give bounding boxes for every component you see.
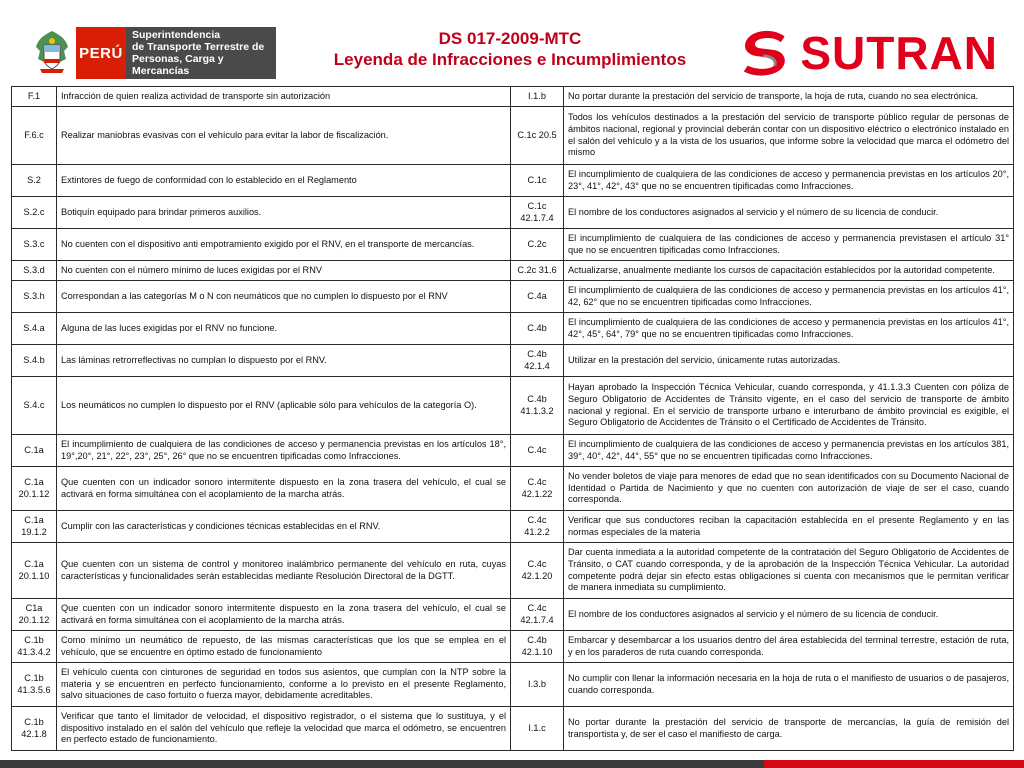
table-row (12, 663, 1014, 707)
institution-name (126, 27, 276, 79)
incumplimiento-description: El nombre de los conductores asignados al servicio y el número de su licencia de conducir. (564, 599, 1014, 631)
incumplimiento-description: No portar durante la prestación del servicio de transporte de mercancías, la guía de remisión del transportista y, de ser el caso el manifiesto de carga. (564, 707, 1014, 751)
footer-dark-strip (0, 760, 764, 768)
infractions-table (11, 86, 1014, 751)
incumplimiento-code: C.4c (511, 435, 564, 467)
infraction-code: C.1a (12, 435, 57, 467)
sutran-wordmark: SUTRAN (800, 27, 998, 79)
infraction-description: El vehículo cuenta con cinturones de seguridad en todos sus asientos, que cumplan con la NTP sobre la materia y se encuentren en perfecto funcionamiento, conforme a lo previsto en el presente Reglamento, salvo situaciones de caso fortuito o fuerza mayor, debidamente acreditables. (57, 663, 511, 707)
infraction-description: Verificar que tanto el limitador de velocidad, el dispositivo registrador, o el sistema que lo sustituya, y el dispositivo instalado en el salón del vehículo que refleje la velocidad que marca el odómetro, se encuentren en perfecto estado de funcionamiento. (57, 707, 511, 751)
table-row (12, 107, 1014, 165)
infraction-code: C.1b 41.3.5.6 (12, 663, 57, 707)
incumplimiento-description: Dar cuenta inmediata a la autoridad competente de la contratación del Seguro Obligatorio de Accidentes de Tránsito, o CAT cuando corresponda, y de la aprobación de la Inspección Técnica Vehicular. La autoridad competente podrá dejar sin efecto estas obligaciones si cuenta con mecanismos que le permitan verificar de manera inmediata su cumplimiento. (564, 543, 1014, 599)
sutran-swoosh-icon (738, 26, 792, 80)
incumplimiento-code: C.1c (511, 165, 564, 197)
table-row (12, 197, 1014, 229)
page-title (290, 28, 730, 70)
incumplimiento-description: Verificar que sus conductores reciban la capacitación establecida en el presente Reglamento y en las normas especiales de la materia (564, 511, 1014, 543)
incumplimiento-code: C.1c 20.5 (511, 107, 564, 165)
table-row (12, 511, 1014, 543)
infractions-table-wrap (11, 86, 1013, 751)
sutran-logo (738, 26, 998, 80)
infraction-code: S.4.b (12, 345, 57, 377)
incumplimiento-description: No vender boletos de viaje para menores de edad que no sean identificados con su Documento Nacional de Identidad o Partida de Nacimiento y que no cuenten con autorización de viaje de ser el caso, cuando corresponda. (564, 467, 1014, 511)
infraction-description: Infracción de quien realiza actividad de transporte sin autorización (57, 87, 511, 107)
infraction-description: Que cuenten con un sistema de control y monitoreo inalámbrico permanente del vehículo en ruta, cuyas características y funcionalidades serán establecidas mediante Resolución Directoral de la DGTT. (57, 543, 511, 599)
incumplimiento-description: El incumplimiento de cualquiera de las condiciones de acceso y permanencia previstas en los artículos 41°, 42°, 45°, 64°, 79° que no se encuentren tipificadas como Infracciones. (564, 313, 1014, 345)
table-row (12, 435, 1014, 467)
incumplimiento-description: El incumplimiento de cualquiera de las condiciones de acceso y permanencia previstas en los artículos 41°, 42, 62° que no se encuentren tipificadas como Infracciones. (564, 281, 1014, 313)
infraction-code: F.1 (12, 87, 57, 107)
table-row (12, 467, 1014, 511)
infraction-code: C.1a 20.1.10 (12, 543, 57, 599)
infraction-description: Los neumáticos no cumplen lo dispuesto por el RNV (aplicable sólo para vehículos de la categoría O). (57, 377, 511, 435)
coat-of-arms-icon (32, 29, 72, 77)
title-line-1: DS 017-2009-MTC (438, 29, 582, 48)
infraction-code: S.4.c (12, 377, 57, 435)
infraction-description: Cumplir con las características y condiciones técnicas establecidas en el RNV. (57, 511, 511, 543)
infraction-description: No cuenten con el dispositivo anti empotramiento exigido por el RNV, en el transporte de mercancías. (57, 229, 511, 261)
table-row (12, 543, 1014, 599)
infraction-description: Como mínimo un neumático de repuesto, de las mismas características que los que se emplea en el vehículo, que se encuentre en óptimo estado de funcionamiento (57, 631, 511, 663)
infraction-code: C.1a 19.1.2 (12, 511, 57, 543)
infraction-code: C.1b 42.1.8 (12, 707, 57, 751)
incumplimiento-code: C.1c 42.1.7.4 (511, 197, 564, 229)
table-row (12, 707, 1014, 751)
infraction-description: Realizar maniobras evasivas con el vehículo para evitar la labor de fiscalización. (57, 107, 511, 165)
incumplimiento-description: No portar durante la prestación del servicio de transporte, la hoja de ruta, cuando no sea electrónica. (564, 87, 1014, 107)
incumplimiento-code: I.1.c (511, 707, 564, 751)
infraction-description: Alguna de las luces exigidas por el RNV no funcione. (57, 313, 511, 345)
incumplimiento-description: El incumplimiento de cualquiera de las condiciones de acceso y permanencia previstas en los artículos 20°, 23°, 41°, 42°, 43° que no se encuentren tipificadas como Infracciones. (564, 165, 1014, 197)
incumplimiento-code: C.2c 31.6 (511, 261, 564, 281)
incumplimiento-code: C.4a (511, 281, 564, 313)
incumplimiento-description: El incumplimiento de cualquiera de las condiciones de acceso y permanencia previstasen el artículo 31° que no se encuentren tipificadas como Infracciones. (564, 229, 1014, 261)
footer-red-strip (764, 760, 1024, 768)
infraction-description: Que cuenten con un indicador sonoro intermitente dispuesto en la zona trasera del vehículo, el cual se activará en forma simultánea con el acoplamiento de la marcha atrás. (57, 467, 511, 511)
table-row (12, 631, 1014, 663)
footer-bar (0, 760, 1024, 768)
infraction-code: S.3.d (12, 261, 57, 281)
institution-line-3: Personas, Carga y Mercancías (132, 53, 224, 77)
infraction-code: S.2 (12, 165, 57, 197)
infraction-code: S.3.c (12, 229, 57, 261)
peru-label: PERÚ (76, 27, 126, 79)
infraction-code: C.1a 20.1.12 (12, 467, 57, 511)
incumplimiento-description: Hayan aprobado la Inspección Técnica Vehicular, cuando corresponda, y 41.1.3.3 Cuenten con póliza de Seguro Obligatorio de Accidentes de Tránsito vigente, en el caso del servicio de transporte de ámbito nacional y regional. En el servicio de transporte urbano e interurbano de ámbito provincial es exigible, el Seguro Obligatorio de Accidentes de Tránsito o el Certificado de Accidentes de Tránsito. (564, 377, 1014, 435)
table-row (12, 599, 1014, 631)
table-row (12, 313, 1014, 345)
table-row (12, 377, 1014, 435)
incumplimiento-code: C.4c 41.2.2 (511, 511, 564, 543)
incumplimiento-code: C.4b 42.1.4 (511, 345, 564, 377)
infraction-description: Que cuenten con un indicador sonoro intermitente dispuesto en la zona trasera del vehículo, el cual se activará en forma simultánea con el acoplamiento de la marcha atrás. (57, 599, 511, 631)
infraction-code: F.6.c (12, 107, 57, 165)
incumplimiento-code: C.4b 42.1.10 (511, 631, 564, 663)
table-row (12, 87, 1014, 107)
coat-of-arms (28, 27, 76, 79)
institution-line-2: de Transporte Terrestre de (132, 41, 265, 53)
infraction-description: El incumplimiento de cualquiera de las condiciones de acceso y permanencia previstas en los artículos 18°, 19°,20°, 21°, 22°, 23°, 25°, 26° que no se encuentren tipificadas como Infracciones. (57, 435, 511, 467)
table-row (12, 165, 1014, 197)
incumplimiento-code: C.4b (511, 313, 564, 345)
incumplimiento-code: C.4b 41.1.3.2 (511, 377, 564, 435)
table-row (12, 281, 1014, 313)
infraction-code: C1a 20.1.12 (12, 599, 57, 631)
incumplimiento-code: I.3.b (511, 663, 564, 707)
infraction-code: C.1b 41.3.4.2 (12, 631, 57, 663)
header (0, 0, 1024, 84)
infraction-code: S.2.c (12, 197, 57, 229)
infraction-code: S.3.h (12, 281, 57, 313)
table-row (12, 261, 1014, 281)
infraction-description: No cuenten con el número mínimo de luces exigidas por el RNV (57, 261, 511, 281)
incumplimiento-description: Actualizarse, anualmente mediante los cursos de capacitación establecidos por la autoridad competente. (564, 261, 1014, 281)
incumplimiento-description: El incumplimiento de cualquiera de las condiciones de acceso y permanencia previstas en los artículos 381, 39°, 40°, 42°, 44°, 55° que no se encuentren tipificadas como Infracciones. (564, 435, 1014, 467)
peru-sutran-logo (28, 27, 276, 79)
incumplimiento-description: El nombre de los conductores asignados al servicio y el número de su licencia de conducir. (564, 197, 1014, 229)
incumplimiento-code: C.2c (511, 229, 564, 261)
incumplimiento-description: Embarcar y desembarcar a los usuarios dentro del área establecida del terminal terrestre, estación de ruta, y en los paraderos de ruta cuando corresponda. (564, 631, 1014, 663)
table-row (12, 345, 1014, 377)
infraction-description: Extintores de fuego de conformidad con lo establecido en el Reglamento (57, 165, 511, 197)
incumplimiento-description: Todos los vehículos destinados a la prestación del servicio de transporte público regular de personas de ámbitos nacional, regional y provincial deberán contar con un dispositivo eléctrico o electrónico instalado en el salón del vehículo y a la vista de los usuarios, que informe sobre la velocidad que marca el odómetro del mismo (564, 107, 1014, 165)
incumplimiento-code: C.4c 42.1.22 (511, 467, 564, 511)
title-line-2: Leyenda de Infracciones e Incumplimientos (333, 50, 687, 69)
table-row (12, 229, 1014, 261)
incumplimiento-code: I.1.b (511, 87, 564, 107)
infraction-description: Correspondan a las categorías M o N con neumáticos que no cumplen lo dispuesto por el RNV (57, 281, 511, 313)
incumplimiento-description: No cumplir con llenar la información necesaria en la hoja de ruta o el manifiesto de usuarios o de pasajeros, cuando corresponda. (564, 663, 1014, 707)
infractions-table-body (12, 87, 1014, 751)
institution-line-1: Superintendencia (132, 29, 221, 41)
infraction-description: Botiquín equipado para brindar primeros auxilios. (57, 197, 511, 229)
infraction-description: Las láminas retrorreflectivas no cumplan lo dispuesto por el RNV. (57, 345, 511, 377)
incumplimiento-description: Utilizar en la prestación del servicio, únicamente rutas autorizadas. (564, 345, 1014, 377)
incumplimiento-code: C.4c 42.1.20 (511, 543, 564, 599)
incumplimiento-code: C.4c 42.1.7.4 (511, 599, 564, 631)
infraction-code: S.4.a (12, 313, 57, 345)
